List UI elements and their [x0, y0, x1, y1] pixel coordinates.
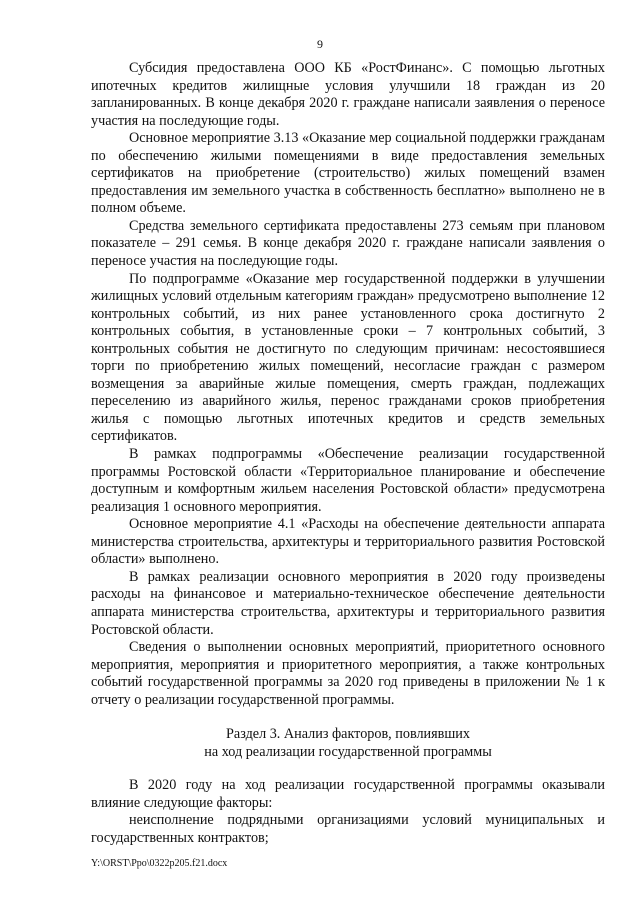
page-number: 9	[317, 37, 323, 51]
paragraph: Основное мероприятие 3.13 «Оказание мер социальной поддержки гражданам по обеспечению жилыми помещениями в виде предоставления земельных сертификатов на приобретение (строительство) жилых помещений взамен предоставления им земельного участка в собственность бесплатно» выполнено не в полном объеме.	[91, 130, 605, 217]
paragraph: В 2020 году на ход реализации государственной программы оказывали влияние следующие факторы:	[91, 777, 605, 811]
section-heading-line-1: Раздел 3. Анализ факторов, повлиявших	[226, 726, 470, 743]
paragraph: По подпрограмме «Оказание мер государственной поддержки в улучшении жилищных условий отдельным категориям граждан» предусмотрено выполнение 12 контрольных событий, из них ранее установленного срока достигнуто 2 контрольных события, в установленные сроки – 7 контрольных событий, 3 контрольных события не достигнуто по следующим причинам: несостоявшиеся торги по приобретению жилых помещений, несогласие граждан с размером возмещения за аварийные жилые помещения, смерть граждан, подлежащих переселению из аварийного жилья, перенос гражданами сроков приобретения жилья с помощью льготных ипотечных кредитов и средств земельных сертификатов.	[91, 270, 605, 445]
paragraph: Средства земельного сертификата предоставлены 273 семьям при плановом показателе – 291 семья. В конце декабря 2020 г. граждане написали заявления о переносе участия на последующие годы.	[91, 217, 605, 270]
paragraph: В рамках подпрограммы «Обеспечение реализации государственной программы Ростовской области «Территориальное планирование и обеспечение доступным и комфортным жильем населения Ростовской области» предусмотрена реализация 1 основного мероприятия.	[91, 446, 605, 515]
section-heading-line-2: на ход реализации государственной программы	[204, 743, 492, 760]
paragraph: Основное мероприятие 4.1 «Расходы на обеспечение деятельности аппарата министерства строительства, архитектуры и территориального развития Ростовской области» выполнено.	[91, 516, 605, 568]
paragraph: Сведения о выполнении основных мероприятий, приоритетного основного мероприятия, мероприятия и приоритетного мероприятия, а также контрольных событий государственной программы за 2020 год приведены в приложении № 1 к отчету о реализации государственной программы.	[91, 639, 605, 708]
paragraph: Субсидия предоставлена ООО КБ «РостФинанс». С помощью льготных ипотечных кредитов жилищные условия улучшили 18 граждан из 20 запланированных. В конце декабря 2020 г. граждане написали заявления о переносе участия на последующие годы.	[91, 60, 605, 129]
section-heading	[91, 726, 605, 761]
document-body	[91, 60, 605, 848]
paragraph: В рамках реализации основного мероприятия в 2020 году произведены расходы на финансовое и материально-техническое обеспечение деятельности аппарата министерства строительства, архитектуры и территориального развития Ростовской области.	[91, 568, 605, 638]
footer-file-path: Y:\ORST\Ppo\0322p205.f21.docx	[91, 858, 228, 869]
paragraph: неисполнение подрядными организациями условий муниципальных и государственных контрактов;	[91, 812, 605, 846]
